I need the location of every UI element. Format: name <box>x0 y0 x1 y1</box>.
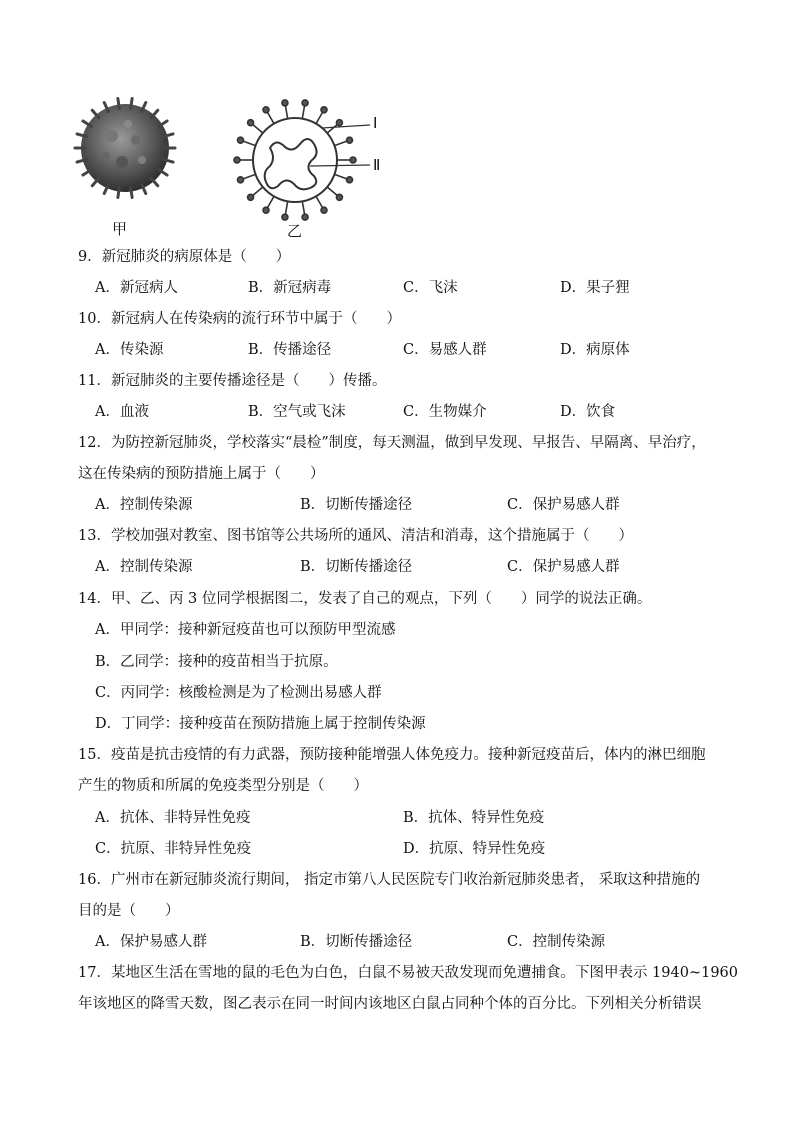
virus-illustration <box>70 88 400 238</box>
option: A．抗体、非特异性免疫 <box>95 810 251 826</box>
option: C．控制传染源 <box>507 934 606 950</box>
option: C．抗原、非特异性免疫 <box>95 841 252 857</box>
question-stem: 15．疫苗是抗击疫情的有力武器，预防接种能增强人体免疫力。接种新冠疫苗后，体内的淋巴细胞 <box>78 747 706 763</box>
figure-label-jia: 甲 <box>112 220 128 238</box>
figure-marker-2: Ⅱ <box>373 156 381 174</box>
option: C．丙同学：核酸检测是为了检测出易感人群 <box>95 685 382 701</box>
option: B．切断传播途径 <box>300 497 413 513</box>
option: A．保护易感人群 <box>95 934 207 950</box>
question-stem: 16．广州市在新冠肺炎流行期间， 指定市第八人民医院专门收治新冠肺炎患者， 采取这种措施的 <box>78 872 701 888</box>
question-stem-cont: 这在传染病的预防措施上属于（ ） <box>78 466 325 482</box>
virus-diagram-yi <box>234 100 370 220</box>
question-stem: 9．新冠肺炎的病原体是（ ） <box>78 249 291 265</box>
question-stem: 14．甲、乙、丙 3 位同学根据图二，发表了自己的观点，下列（ ）同学的说法正确。 <box>78 591 652 607</box>
option: D．饮食 <box>560 404 616 420</box>
option: B．传播途径 <box>248 342 332 358</box>
question-stem: 17．某地区生活在雪地的鼠的毛色为白色，白鼠不易被天敌发现而免遭捕食。下图甲表示 1940~1960 <box>78 965 739 981</box>
option: A．血液 <box>95 404 149 420</box>
option: B．切断传播途径 <box>300 934 413 950</box>
option: C．保护易感人群 <box>507 559 620 575</box>
option: A．控制传染源 <box>95 559 193 575</box>
option: A．甲同学：接种新冠疫苗也可以预防甲型流感 <box>95 622 396 638</box>
question-stem-cont: 年该地区的降雪天数，图乙表示在同一时间内该地区白鼠占同种个体的百分比。下列相关分析错误 <box>78 996 702 1012</box>
virus-photo-jia <box>75 99 175 198</box>
question-stem: 10．新冠病人在传染病的流行环节中属于（ ） <box>78 311 401 327</box>
option: B．切断传播途径 <box>300 559 413 575</box>
option: B．乙同学：接种的疫苗相当于抗原。 <box>95 654 338 670</box>
option: A．控制传染源 <box>95 497 193 513</box>
question-stem: 11．新冠肺炎的主要传播途径是（ ）传播。 <box>78 373 387 389</box>
figure-marker-1: Ⅰ <box>373 114 378 132</box>
option: B．抗体、特异性免疫 <box>403 810 545 826</box>
option: C．生物媒介 <box>403 404 487 420</box>
question-stem-cont: 产生的物质和所属的免疫类型分别是（ ） <box>78 778 368 794</box>
option: D．果子狸 <box>560 280 630 296</box>
option: B．空气或飞沫 <box>248 404 346 420</box>
option: B．新冠病毒 <box>248 280 332 296</box>
option: D．病原体 <box>560 342 630 358</box>
virus-figure <box>70 88 400 238</box>
option: A．新冠病人 <box>95 280 178 296</box>
option: C．易感人群 <box>403 342 487 358</box>
option: D．丁同学：接种疫苗在预防措施上属于控制传染源 <box>95 716 426 732</box>
option: C．保护易感人群 <box>507 497 620 513</box>
question-stem: 12．为防控新冠肺炎，学校落实“晨检”制度，每天测温，做到早发现、早报告、早隔离、早治疗， <box>78 435 706 451</box>
option: D．抗原、特异性免疫 <box>403 841 546 857</box>
question-stem: 13．学校加强对教室、图书馆等公共场所的通风、清洁和消毒，这个措施属于（ ） <box>78 528 633 544</box>
option: A．传染源 <box>95 342 164 358</box>
question-stem-cont: 目的是（ ） <box>78 903 180 919</box>
figure-label-yi: 乙 <box>287 222 303 240</box>
option: C．飞沫 <box>403 280 458 296</box>
